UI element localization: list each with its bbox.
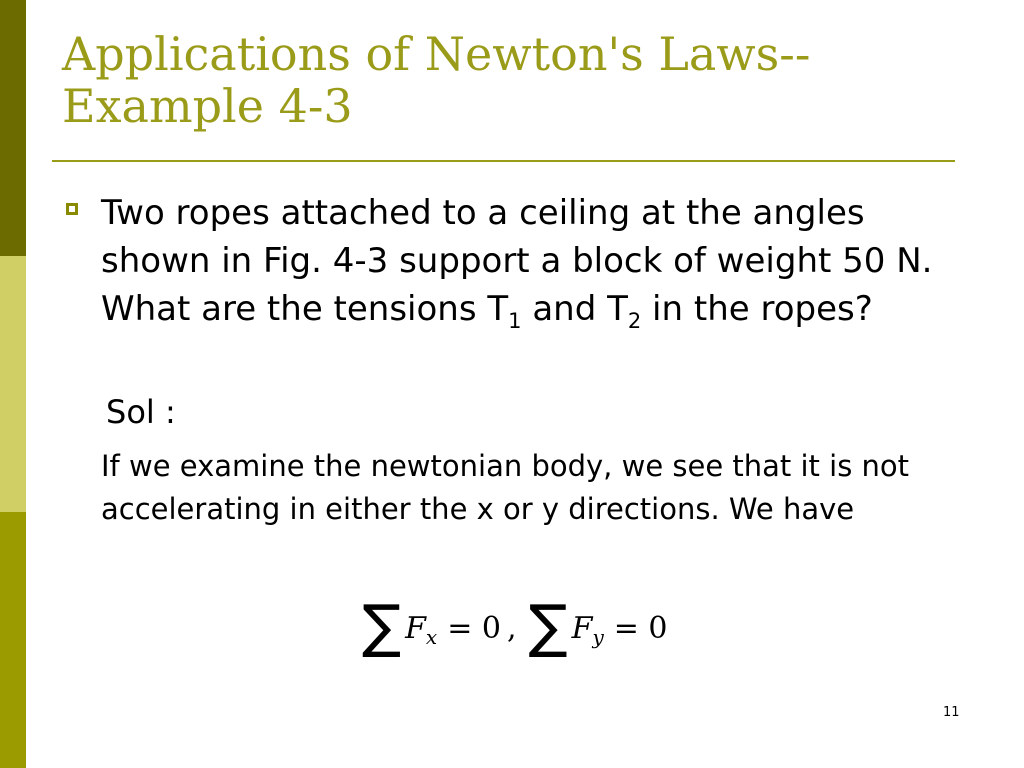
equals-zero-y: = 0 xyxy=(613,610,668,646)
accent-segment-light xyxy=(0,256,26,512)
equilibrium-equation xyxy=(362,592,674,660)
tension-subscript-1: 1 xyxy=(508,309,522,333)
sum-symbol-y: ∑ xyxy=(528,592,568,660)
solution-paragraph: If we examine the newtonian body, we see that it is not accelerating in either the x or y directions. We have xyxy=(101,449,910,526)
square-bullet-icon xyxy=(66,203,78,215)
bullet-question xyxy=(101,189,941,333)
bullet-text-part3: in the ropes? xyxy=(641,289,873,329)
title-divider xyxy=(52,160,955,162)
page-number: 11 xyxy=(943,705,960,720)
bullet-text-part1: Two ropes attached to a ceiling at the angles shown in Fig. 4-3 support a block of weight 50 N. What are the tensions T xyxy=(101,193,933,329)
solution-label: Sol : xyxy=(106,393,176,431)
force-subscript-x: x xyxy=(425,625,438,649)
equals-zero-x: = 0 xyxy=(447,610,501,646)
accent-segment-olive xyxy=(0,512,26,768)
tension-subscript-2: 2 xyxy=(627,309,642,333)
force-symbol-x: F xyxy=(405,610,426,646)
force-symbol-y: F xyxy=(571,610,593,646)
slide-title: Applications of Newton's Laws-- Example 4-3 xyxy=(62,27,811,133)
sum-symbol-x: ∑ xyxy=(362,592,402,660)
equation-comma: , xyxy=(506,610,517,646)
force-subscript-y: y xyxy=(592,625,604,649)
accent-segment-dark xyxy=(0,0,26,256)
bullet-text-part2: and T xyxy=(521,289,628,329)
left-accent-bar xyxy=(0,0,26,768)
